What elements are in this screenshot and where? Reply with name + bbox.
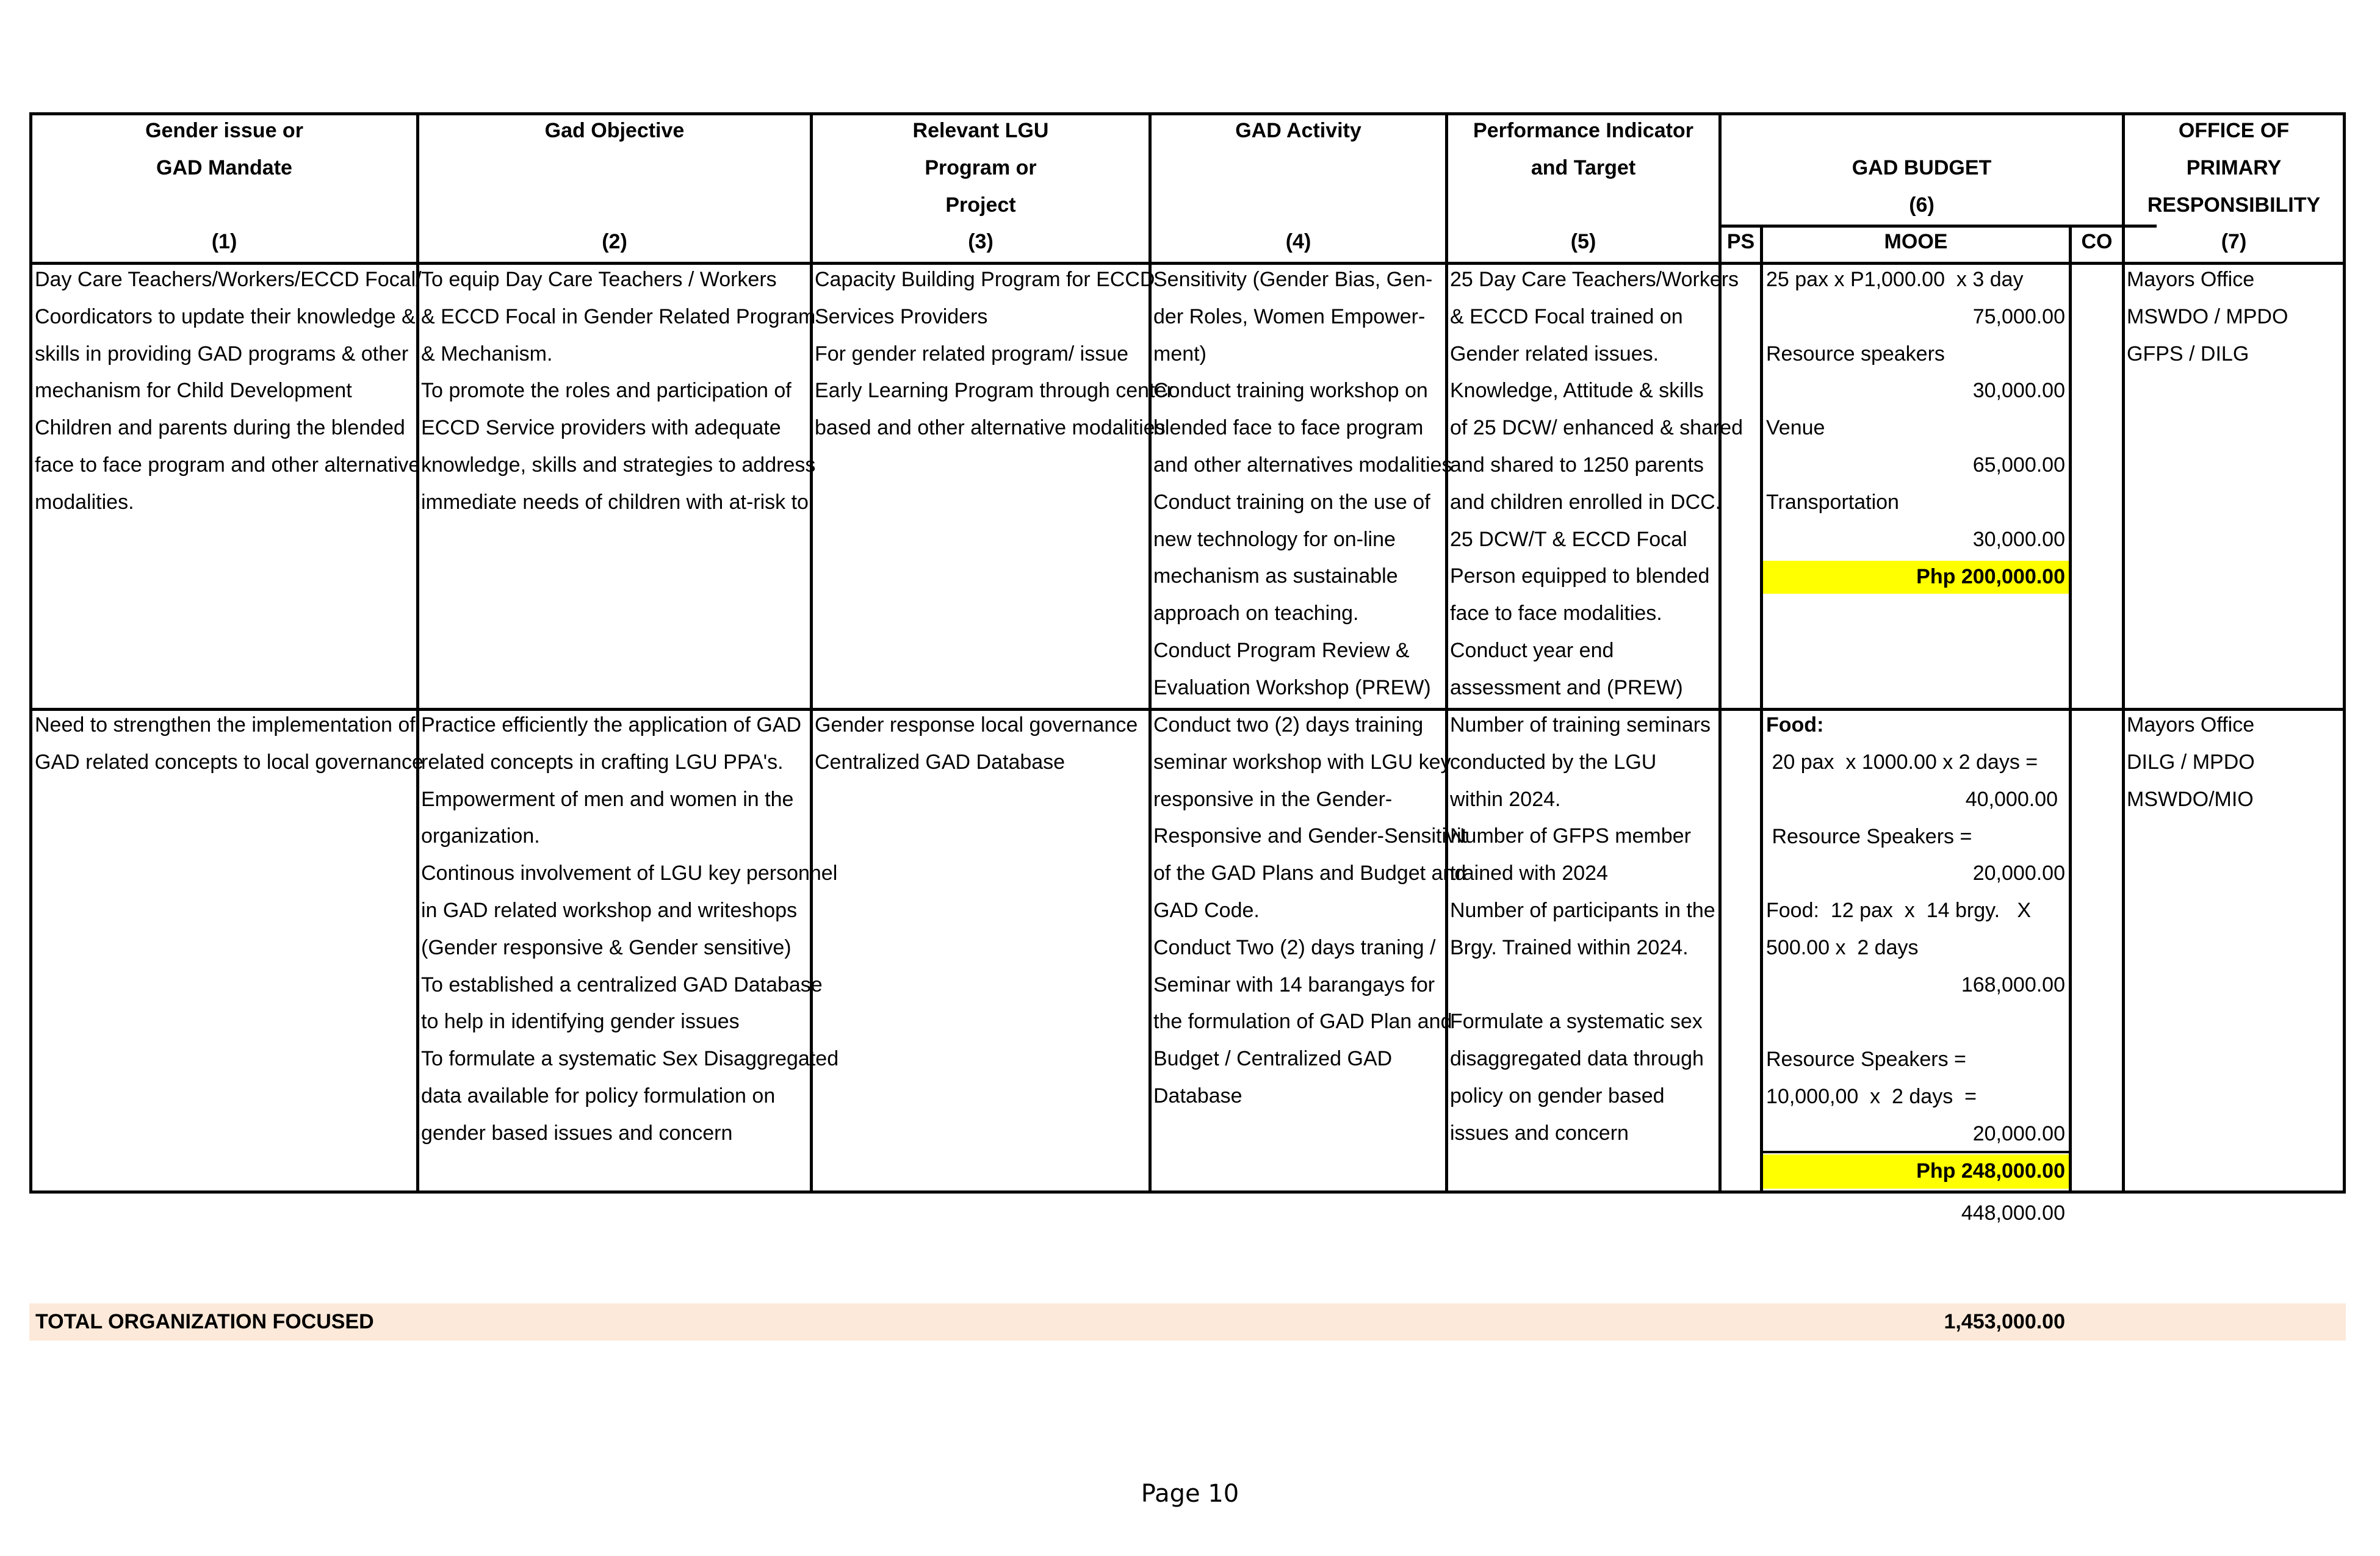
header-col3-num: (3) — [968, 230, 993, 253]
header-col5: Performance Indicator and Target — [1473, 119, 1693, 179]
row2-mooe-amount: 20,000.00 — [1972, 1122, 2065, 1145]
header-co: CO — [2081, 230, 2113, 253]
col-border-0 — [29, 112, 32, 1194]
row1-lgu-program: Capacity Building Program for ECCD Services Providers For gender related program/ issue Early Learning Program through center based and other alternative modalities — [815, 268, 1174, 440]
total-label: TOTAL ORGANIZATION FOCUSED — [35, 1310, 374, 1333]
subtotal-value: 448,000.00 — [1961, 1201, 2065, 1225]
row2-mooe-amount: 20,000.00 — [1972, 862, 2065, 885]
table-bottom-border — [29, 1190, 2346, 1194]
row2-performance-indicator: Number of training seminars conducted by the LGU within 2024. Number of GFPS member trained with 2024 Number of participants in the Brgy. Trained within 2024. Formulate a systematic sex disaggregated data through policy on gender based issues and concern — [1450, 713, 1715, 1145]
row2-mooe-amount: 168,000.00 — [1961, 973, 2065, 996]
header-col2: Gad Objective — [544, 119, 685, 142]
header-col7: OFFICE OF PRIMARY RESPONSIBILITY (7) — [2147, 119, 2321, 254]
row1-performance-indicator: 25 Day Care Teachers/Workers & ECCD Focal trained on Gender related issues. Knowledge, Attitude & skills of 25 DCW/ enhanced & shared and shared to 1250 parents and children enrolled in DCC. 25 DCW/T & ECCD Focal Person equipped to blended face to face modalities. Conduct year end assessment and (PREW) — [1450, 268, 1744, 699]
row1-gender-issue: Day Care Teachers/Workers/ECCD Focal/ Coordicators to update their knowledge & skills in providing GAD programs & other mechanism for Child Development Children and parents during the blended face to face program and other alternative modalities. — [35, 268, 422, 514]
row1-mooe-line: Resource speakers — [1766, 342, 1945, 366]
header-col2-num: (2) — [602, 230, 627, 253]
row2-mooe-line: 20 pax x 1000.00 x 2 days = — [1766, 751, 2038, 774]
row1-mooe-line: Venue — [1766, 416, 1825, 439]
total-row — [29, 1303, 2346, 1341]
row2-office: Mayors Office DILG / MPDO MSWDO/MIO — [2127, 713, 2255, 811]
gad-plan-table — [29, 112, 2346, 1194]
row1-gad-activity: Sensitivity (Gender Bias, Gen- der Roles, Women Empower- ment) Conduct training workshop on blended face to face program and other alternatives modalities Conduct training on the use of new technology for on-line mechanism as sustainable approach on teaching. Conduct Program Review & Evaluation Workshop (PREW) — [1153, 268, 1452, 699]
header-col5-num: (5) — [1570, 230, 1596, 253]
row2-mooe-food-label: Food: — [1766, 713, 1824, 737]
header-col4: GAD Activity — [1235, 119, 1361, 142]
header-col3: Relevant LGU Program or Project — [912, 119, 1049, 217]
row2-gad-activity: Conduct two (2) days training seminar workshop with LGU key responsive in the Gender- Responsive and Gender-Sensitivit of the GAD Plans and Budget and GAD Code. Conduct Two (2) days traning / Seminar with 14 barangays for the formulation of GAD Plan and Budget / Centralized GAD Database — [1153, 713, 1468, 1108]
row2-gender-issue: Need to strengthen the implementation of GAD related concepts to local governance — [35, 713, 424, 774]
page-number: Page 10 — [1141, 1480, 1239, 1508]
row2-gad-objective: Practice efficiently the application of GAD related concepts in crafting LGU PPA's. Empowerment of men and women in the organization. Continous involvement of LGU key personnel in GAD related workshop and writeshops (Gender responsive & Gender sensitive) To established a centralized GAD Database to help in identifying gender issues To formulate a systematic Sex Disaggregated data available for policy formulation on gender based issues and concern — [421, 713, 839, 1145]
row2-mooe-amount: 40,000.00 — [1965, 788, 2058, 811]
header-mooe: MOOE — [1884, 230, 1948, 253]
row2-mooe-line: Food: 12 pax x 14 brgy. X — [1766, 899, 2032, 922]
row1-mooe-amount: 30,000.00 — [1972, 528, 2065, 551]
row2-mooe-line: 10,000,00 x 2 days = — [1766, 1085, 1977, 1108]
ps-border — [1760, 225, 1763, 1194]
header-col1-num: (1) — [211, 230, 237, 253]
col-border-right — [2343, 112, 2346, 1194]
row1-mooe-total: Php 200,000.00 — [1916, 565, 2065, 588]
row2-lgu-program: Gender response local governance Centralized GAD Database — [815, 713, 1138, 774]
row1-mooe-line: 25 pax x P1,000.00 x 3 day — [1766, 268, 2024, 291]
row1-mooe-amount: 75,000.00 — [1972, 305, 2065, 328]
header-gad-budget: GAD BUDGET (6) — [1852, 156, 1992, 217]
row1-office: Mayors Office MSWDO / MPDO GFPS / DILG — [2127, 268, 2288, 366]
header-ps: PS — [1726, 230, 1755, 253]
row2-mooe-line: Resource Speakers = — [1766, 1048, 1966, 1071]
co-border — [2122, 112, 2125, 1194]
row2-mooe-line: 500.00 x 2 days — [1766, 936, 1919, 959]
total-value: 1,453,000.00 — [1944, 1310, 2065, 1333]
row1-mooe-amount: 65,000.00 — [1972, 453, 2065, 477]
mooe-border — [2069, 225, 2072, 1194]
row1-mooe-amount: 30,000.00 — [1972, 379, 2065, 402]
row1-gad-objective: To equip Day Care Teachers / Workers & ECCD Focal in Gender Related Program & Mechanism. To promote the roles and participation of ECCD Service providers with adequate knowledge, skills and strategies to address immediate needs of children with at-risk to — [421, 268, 816, 514]
header-col4-num: (4) — [1285, 230, 1311, 253]
row1-mooe-line: Transportation — [1766, 491, 1899, 514]
row2-mooe-line: Resource Speakers = — [1766, 825, 1972, 848]
row2-mooe-total: Php 248,000.00 — [1916, 1159, 2065, 1183]
header-col1: Gender issue or GAD Mandate — [145, 119, 303, 179]
